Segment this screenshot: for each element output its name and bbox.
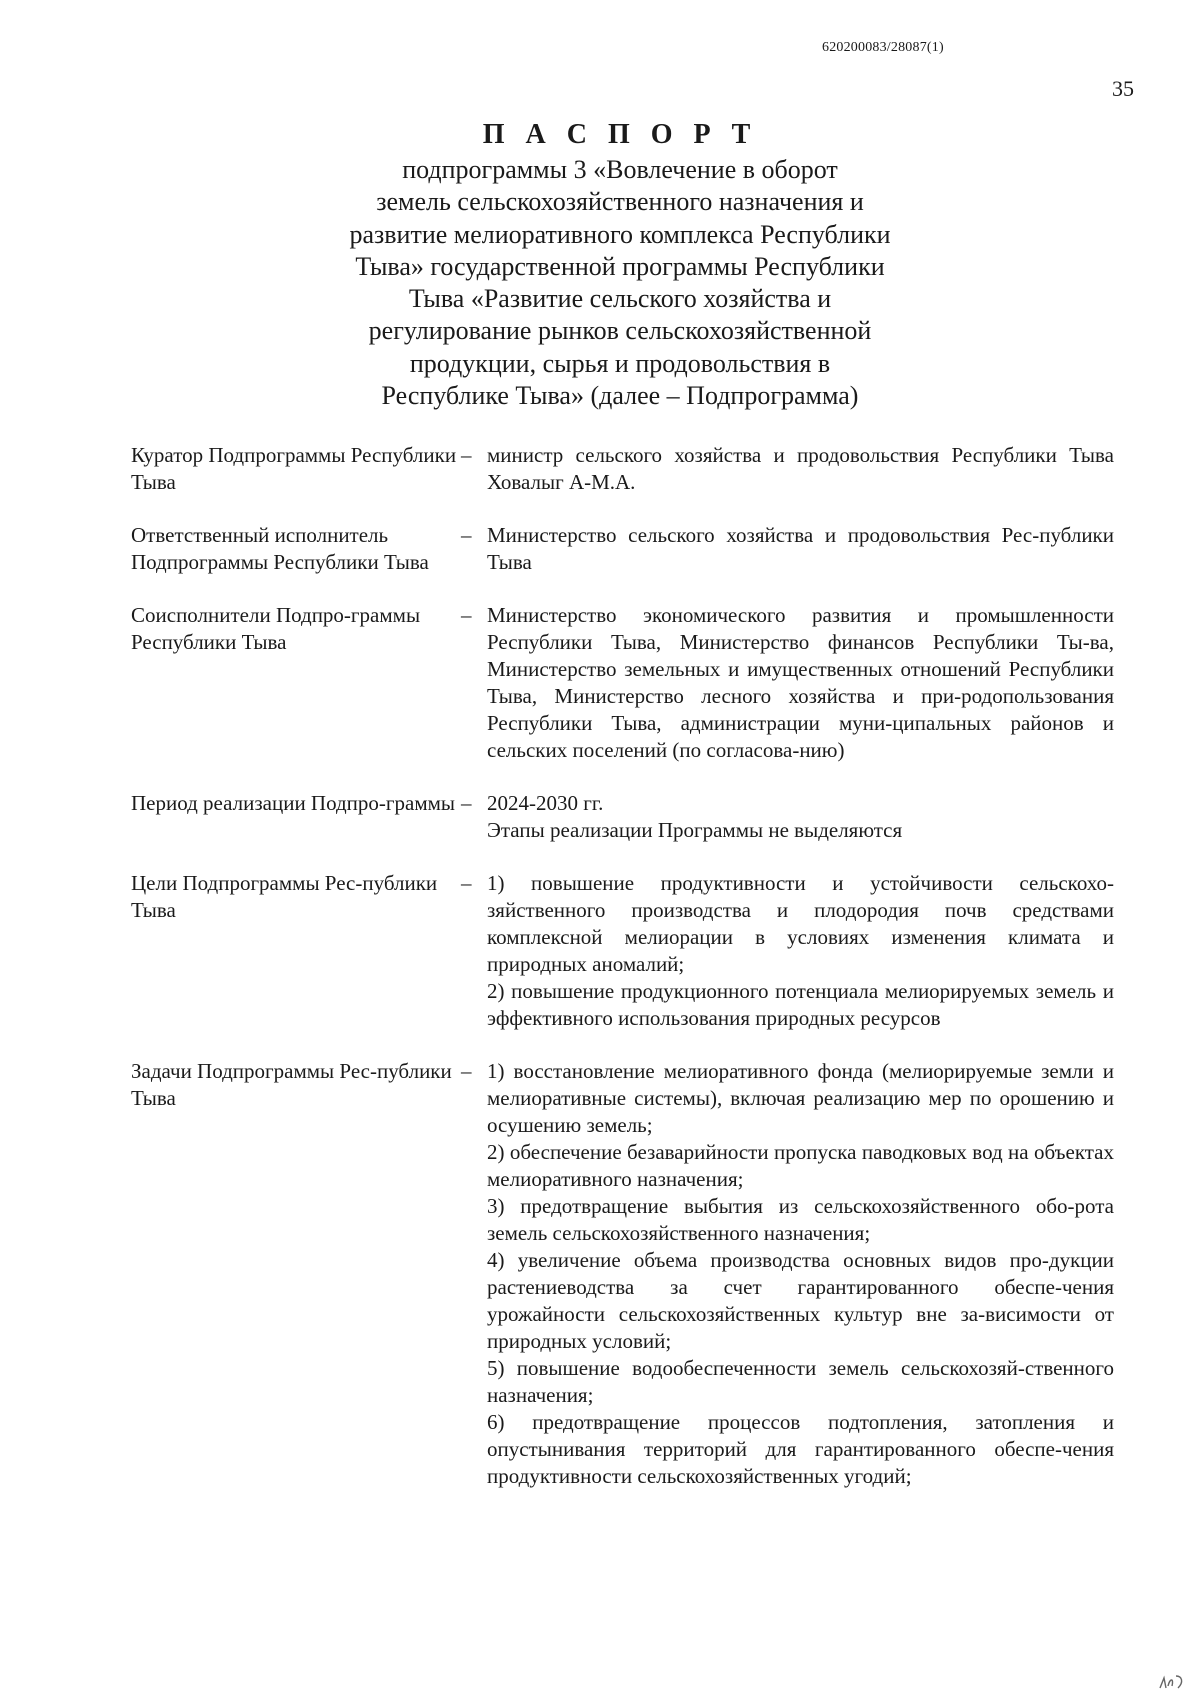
value-paragraph: 6) предотвращение процессов подтопления, затопления и опустынивания территорий для гарантированного обеспе-чения продуктивности сельскохозяйственных угодий; (487, 1410, 1114, 1488)
value-paragraph: Этапы реализации Программы не выделяются (487, 818, 903, 842)
title-line: земель сельскохозяйственного назначения и (376, 187, 864, 217)
row-curator (131, 442, 1114, 496)
value-paragraph: Министерство экономического развития и промышленности Республики Тыва, Министерство финансов Республики Ты-ва, Министерство земельных и имущественных отношений Республики Тыва, Министерство лесного хозяйства и при-родопользования Республики Тыва, администрации муни-ципальных районов и сельских поселений (по согласова-нию) (487, 603, 1114, 762)
value-paragraph: 2024-2030 гг. (487, 791, 604, 815)
row-dash: – (461, 523, 472, 547)
value-paragraph: 2) обеспечение безаварийности пропуска паводковых вод на объектах мелиоративного назначения; (487, 1140, 1114, 1191)
row-dash: – (461, 443, 472, 467)
value-paragraph: 5) повышение водообеспеченности земель сельскохозяй-ственного назначения; (487, 1356, 1114, 1407)
value-paragraph: министр сельского хозяйства и продовольствия Республики Тыва Ховалыг А-М.А. (487, 443, 1114, 494)
row-dash: – (461, 603, 472, 627)
title-line: подпрограммы 3 «Вовлечение в оборот (402, 155, 838, 184)
row-implementation-period (131, 790, 1114, 844)
value-paragraph: 1) повышение продуктивности и устойчивости сельскохо-зяйственного производства и плодородия почв средствами комплексной мелиорации в условиях изменения климата и природных аномалий; (487, 871, 1114, 976)
title-line: регулирование рынков сельскохозяйственной (368, 316, 872, 346)
title-line: Тыва «Развитие сельского хозяйства и (408, 284, 832, 314)
row-value (487, 790, 1114, 844)
value-paragraph: 4) увеличение объема производства основных видов про-дукции растениеводства за счет гарантированного обеспе-чения урожайности сельскохозяйственных культур вне за-висимости от природных условий; (487, 1248, 1114, 1353)
row-label: Период реализации Подпро-граммы (131, 791, 456, 815)
title-line: развитие мелиоративного комплекса Республики (349, 219, 891, 249)
row-value (487, 1058, 1114, 1490)
row-tasks (131, 1058, 1114, 1490)
row-label: Соисполнители Подпро-граммы Республики Тыва (131, 603, 421, 654)
passport-heading: П А С П О Р Т (482, 119, 758, 150)
row-dash: – (461, 1059, 472, 1083)
title-line: Республике Тыва» (далее – Подпрограмма) (381, 381, 859, 411)
value-paragraph: 2) повышение продукционного потенциала мелиорируемых земель и эффективного использования природных ресурсов (487, 979, 1114, 1030)
row-label: Куратор Подпрограммы Республики Тыва (131, 443, 457, 494)
row-value (487, 522, 1114, 576)
row-label: Цели Подпрограммы Рес-публики Тыва (131, 871, 438, 922)
row-value (487, 602, 1114, 764)
initials-scribble (1158, 1672, 1188, 1692)
row-goals (131, 870, 1114, 1032)
page-number: 35 (1112, 76, 1134, 101)
row-value (487, 442, 1114, 496)
row-dash: – (461, 871, 472, 895)
row-label: Задачи Подпрограммы Рес-публики Тыва (131, 1059, 452, 1110)
row-label: Ответственный исполнитель Подпрограммы Республики Тыва (131, 523, 429, 574)
passport-table (131, 442, 1114, 1490)
title-line: Тыва» государственной программы Республики (355, 251, 885, 281)
title-line: продукции, сырья и продовольствия в (409, 348, 831, 378)
document-code: 620200083/28087(1) (822, 40, 944, 55)
row-responsible-executor (131, 522, 1114, 576)
value-paragraph: 3) предотвращение выбытия из сельскохозяйственного обо-рота земель сельскохозяйственного назначения; (487, 1194, 1114, 1245)
passport-title (0, 116, 1200, 412)
row-dash: – (461, 791, 472, 815)
row-value (487, 870, 1114, 1032)
handwritten-initials-mark (1158, 1672, 1188, 1698)
value-paragraph: 1) восстановление мелиоративного фонда (мелиорируемые земли и мелиоративные системы), включая реализацию мер по орошению и осушению земель; (487, 1059, 1114, 1137)
value-paragraph: Министерство сельского хозяйства и продовольствия Рес-публики Тыва (487, 523, 1114, 574)
row-co-executors (131, 602, 1114, 764)
